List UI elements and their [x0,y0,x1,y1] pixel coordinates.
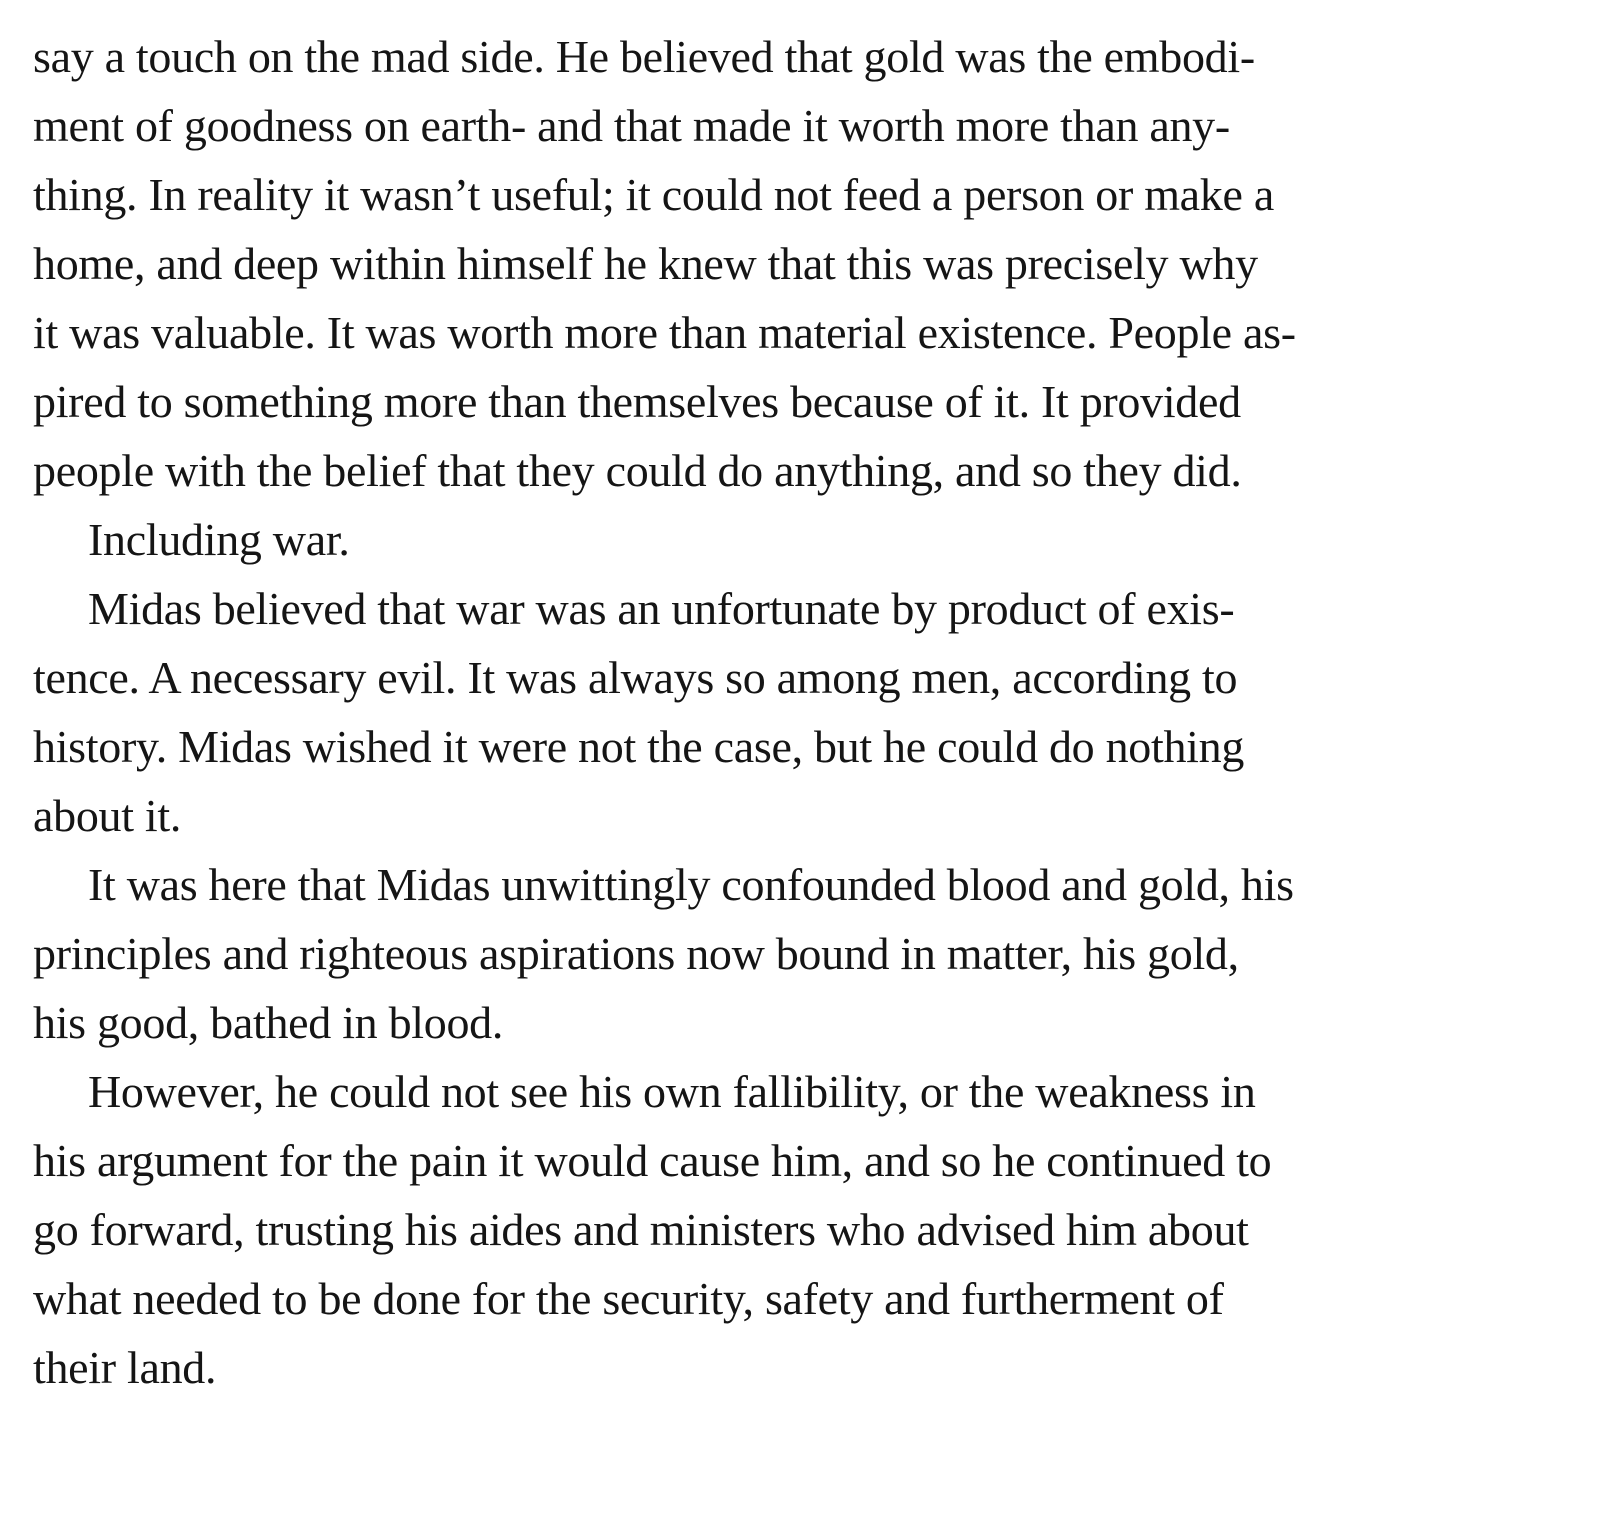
text-line: home, and deep within himself he knew that this was precisely why [33,238,1258,289]
text-line: what needed to be done for the security, safety and furtherment of [33,1273,1224,1324]
text-line: go forward, trusting his aides and ministers who advised him about [33,1204,1249,1255]
text-line: their land. [33,1342,217,1393]
text-line: pired to something more than themselves because of it. It provided [33,376,1241,427]
text-line: thing. In reality it wasn’t useful; it could not feed a person or make a [33,169,1274,220]
text-line: about it. [33,790,182,841]
text-line: Midas believed that war was an unfortunate by product of exis- [88,583,1235,634]
text-line: his argument for the pain it would cause him, and so he continued to [33,1135,1272,1186]
text-line: However, he could not see his own fallibility, or the weakness in [88,1066,1256,1117]
text-line: ment of goodness on earth- and that made it worth more than any- [33,100,1230,151]
text-line: tence. A necessary evil. It was always so among men, according to [33,652,1238,703]
text-line: principles and righteous aspirations now bound in matter, his gold, [33,928,1239,979]
text-line: say a touch on the mad side. He believed that gold was the embodi- [33,31,1255,82]
text-line: It was here that Midas unwittingly confounded blood and gold, his [88,859,1294,910]
text-line: it was valuable. It was worth more than material existence. People as- [33,307,1296,358]
text-line: Including war. [88,514,350,565]
page-text [33,22,1570,1402]
text-line: people with the belief that they could do anything, and so they did. [33,445,1242,496]
text-line: history. Midas wished it were not the case, but he could do nothing [33,721,1245,772]
text-line: his good, bathed in blood. [33,997,504,1048]
